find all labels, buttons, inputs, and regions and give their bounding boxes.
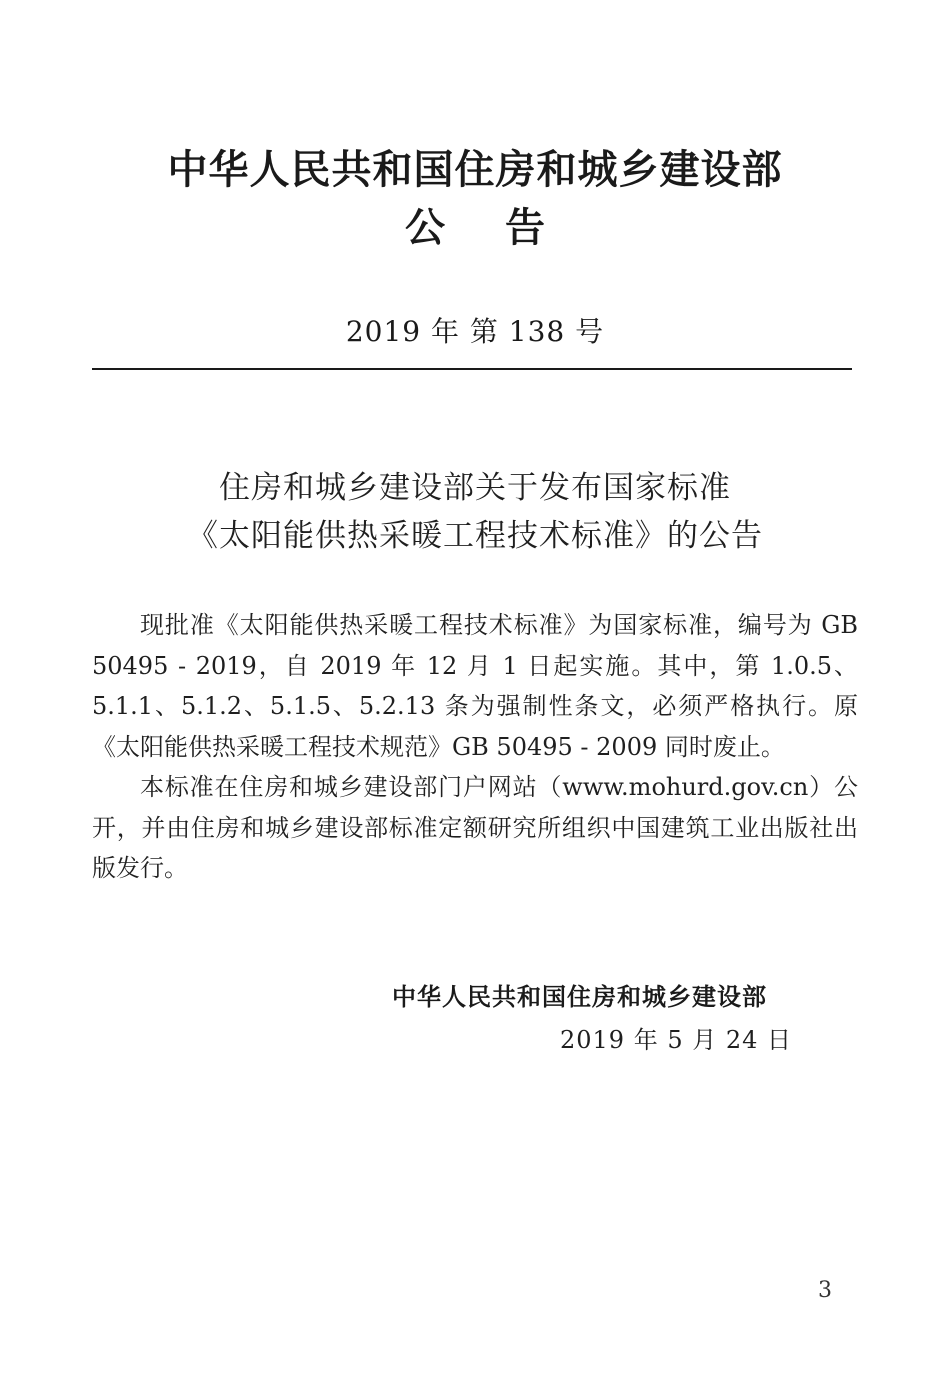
signature-date: 2019 年 5 月 24 日 [560, 1026, 793, 1054]
page-number: 3 [818, 1278, 832, 1303]
notice-title-line-1: 住房和城乡建设部关于发布国家标准 [219, 470, 731, 506]
document-number: 2019 年 第 138 号 [345, 315, 605, 348]
signer-name: 中华人民共和国住房和城乡建设部 [392, 983, 767, 1011]
notice-title-line-2: 《太阳能供热采暖工程技术标准》的公告 [187, 518, 763, 554]
notice-body [92, 605, 858, 889]
body-paragraph-2: 本标准在住房和城乡建设部门户网站（www.mohurd.gov.cn）公开，并由住房和城乡建设部标准定额研究所组织中国建筑工业出版社出版发行。 [92, 773, 858, 882]
header-divider [92, 368, 852, 370]
body-paragraph-1: 现批准《太阳能供热采暖工程技术标准》为国家标准，编号为 GB 50495 - 2019，自 2019 年 12 月 1 日起实施。其中，第 1.0.5、5.1.1、5.1.2、5.1.5、5.2.13 条为强制性条文，必须严格执行。原《太阳能供热采暖工程技术规范》GB 50495 - 2009 同时废止。 [92, 611, 858, 761]
doc-type-heading: 公告 [405, 205, 605, 251]
issuer-heading: 中华人民共和国住房和城乡建设部 [167, 147, 783, 193]
